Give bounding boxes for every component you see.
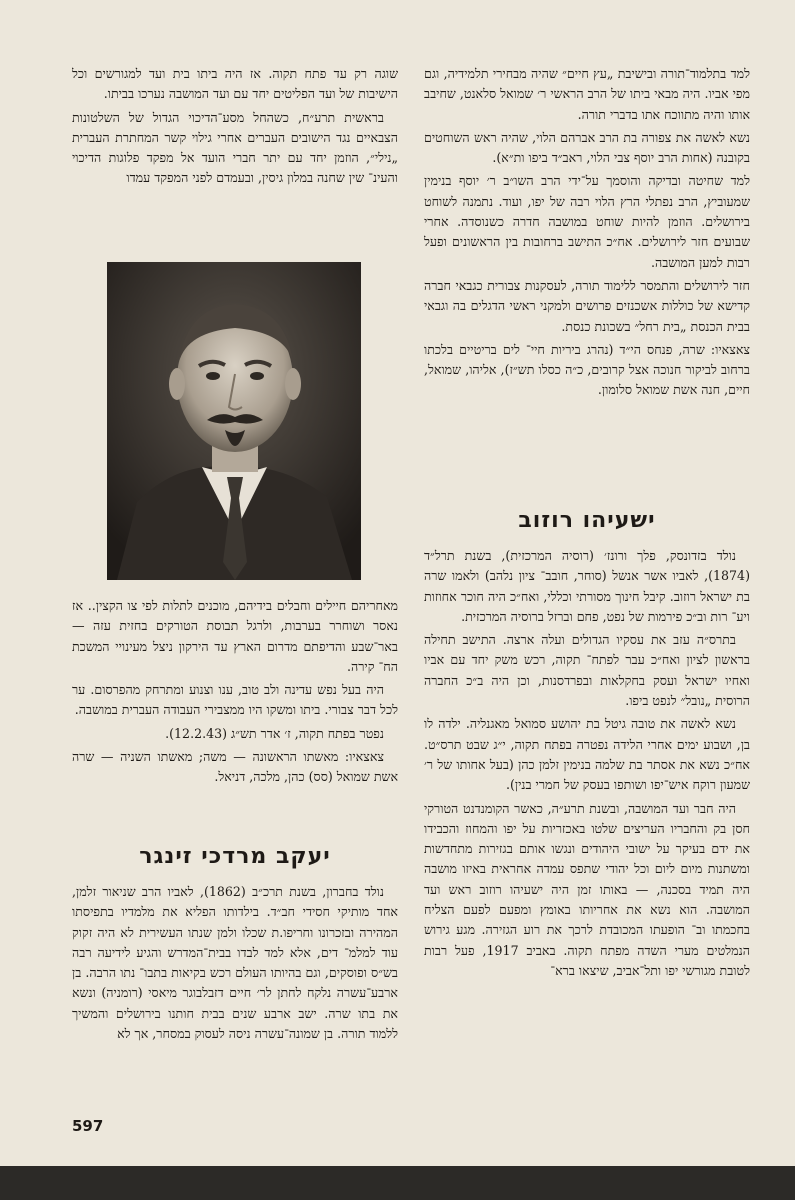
paragraph: מאחריהם חיילים וחבלים בידיהם, מוכנים לתלות לפי צו הקצין.. אז נאסר ושוחרר בערבות, ולרגל תבוסת הטורקים בחזית עזה — באר־שבע והדיפתם מדרום הארץ עד הירקון ניצל מעינויי המשכת הח־ קירה.	[72, 598, 398, 674]
portrait-photo	[107, 262, 361, 580]
paragraph: שוגה רק עד פתח תקוה. אז היה ביתו בית ועד למגורשים וכל הישיבות של ועד הפליטים יחד עם ועד המושבה נערכו בביתו.	[72, 66, 398, 102]
biography-heading-zinger: יעקב מרדכי זינגר	[139, 844, 331, 869]
paragraph: היה בעל נפש עדינה ולב טוב, ענו וצנוע ומתרחק מהפרסום. ער לכל דבר צבורי. ביתו ומשקו היו ממצבירי העבודה העברית במושבה.	[72, 682, 398, 718]
paragraph: נולד בזדונסק, פלך ורונז׳ (רוסיה המרכזית), בשנת תרל״ד (1874), לאביו אשר אנשל (סוחר, חובב־ ציון נלהב) ולאמו שרה בת ישראל רוזוב. קיבל חינוך מסורתי וכללי, ואח״כ היה חוכר אחוזות ויע־ רות וב״כ פירמות של נפט, פחם וברזל ברוסיה המרכזית.	[424, 548, 750, 624]
paragraph: נולד בחברון, בשנת תרכ״ב (1862), לאביו הרב שניאור זלמן, אחד מותיקי חסידי חב״ד. בילדותו הפליא את מלמדיו בתפיסתו המהירה ובזכרונו וחריפו.ת שכלו ולמן שנתו העשירית לא היה זקוק עוד למלמ־ דים, אלא למד לבדו בבית־המדרש והגיע לידיעה רבה בש״ס ופוסקים, וגם בהיותו העולם רכש בקיאות בתבו־ נתו הרבה. בן ארבע־עשרה נלקח לחתן לר׳ חיים דזבלבוגר מיאסי (רומניה) ונשא את בתו שרה. ישב ארבע שנים בבית חותנו בירושלים והמשיך ללמוד תורה. בן שמונה־עשרה ניסה לעסוק במסחר, אך לא	[72, 884, 398, 1042]
paragraph: היה חבר ועד המושבה, ובשנת תרע״ה, כאשר הקומנדנט הטורקי חסן בק והחבריו העריצים שלטו באכזריות על יפו והמחוז והכבידו את ידם בעיקר על ישובי היהודים ונגשו אותם בגזירות מתחדשות ומשתנות מיום ליום וכל יהודי שתפס עמדה אחראית באיזו מושבה היה תמיד בסכנה, — באותו זמן היה ישעיהו רוזוב ראש ועד המושבה. הוא נשא את אחריותו באומץ ומפעם לפעם הצליח בחכמתו וב־ הופעתו המכובדת לרכך את רוע הגזירה. מגע גירוש הנמלטים מערי השדה מפתח תקוה. באביב 1917, פעל רבות לטובת מגורשי יפו ותל־אביב, שיצאו ברא־	[424, 800, 750, 978]
paragraph: צאצאיו: שרה, פנחס הי״ד (נהרג ביריות חיי־ לים בריטיים בלכתו ברחוב לביקור חנוכה אצל קרובים, כ״ה כסלו תש״ז), אליהו, שמואל, חיים, חנה אשת שמואל סלומון.	[424, 341, 750, 398]
left-column-mid-text	[72, 596, 398, 812]
paragraph: נשא לאשה את טובה גיטל בת יהושע סמואל מאגנליה. ילדה לו בן, ושבוע ימים אחרי הלידה נפטרה בפתח תקוה, י״ג שבט תרס״ט. אח״כ נשא את אסתר בת שלמה בנימין זלמן כהן (בעל אחותו של ר׳ שמעון רוקח איש־יפו ושותפו בעסק של חמרי בנין).	[424, 716, 750, 793]
paragraph: צאצאיו: מאשתו הראשונה — משה; מאשתו השניה — שרה אשת שמואל (סס) כהן, מלכה, דניאל.	[72, 749, 398, 785]
right-column-bottom-text	[424, 546, 750, 1126]
page-number: 597	[72, 1117, 104, 1135]
paragraph: למד שחיטה ובדיקה והוסמך על־ידי הרב השו״ב ר׳ יוסף בנימין שמעוביץ, הרב נפתלי הרץ הלוי רבה של יפו, ועוד. נתמנה לשוחט בירושלים. הוזמן להיות שוחט במושבה חדרה כשנוסדה. אחרי שבועים חזר לירושלים. אח״כ התישב ברחובות בין הראשונים ופעל רבות למען המושבה.	[424, 173, 750, 270]
paragraph: בראשית תרע״ח, כשהחל מסע־הדיכוי הגדול של השלטונות הצבאיים נגד הישובים העברים אחרי גילוי קשר המחתרת העברית „נילי״, הוזמן יחד עם יתר חברי הועד אל מפקד פלוגות הדיכוי והעינ־ שין שחנה במלון גיסין, ובעמדם לפני המפקד עמדו	[72, 109, 398, 186]
left-column-top-text	[72, 64, 398, 250]
biography-heading-rozov: ישעיהו רוזוב	[518, 508, 656, 533]
paragraph: למד בתלמוד־תורה ובישיבת „עץ חיים״ שהיה מבחירי תלמידיה, וגם מפי אביו. היה מבאי ביתו של הרב הראשי ר׳ שמואל סלאנט, שחיבב אותו והיה מתווכח אתו בדברי תורה.	[424, 66, 750, 122]
paragraph: בתרס״ה עזב את עסקיו הגדולים ועלה ארצה. התישב תחילה בראשון לציון ואח״כ עבר לפתח־ תקוה, רכש משק יחד עם אביו ואחיו ישראל ועסק בחקלאות ובפרדסנות, וכן היה ב״כ החברה הרוסית „נובל״ לנפט ביפו.	[424, 632, 750, 709]
paragraph: חזר לירושלים והתמסר ללימוד תורה, לעסקנות צבורית כגבאי חברה קדישא של כוללות אשכנזים פרושים ולמקני ראשי הדגלים בה וגבאי בבית הכנסת „בית רחל״ בשכונת כנסת.	[424, 277, 750, 334]
paragraph: נשא לאשה את צפורה בת הרב אברהם הלוי, שהיה ראש השוחטים בקובנה (אחות הרב יוסף צבי הלוי, ראב״ד ביפו ות״א).	[424, 129, 750, 166]
right-column-top-text	[424, 64, 750, 504]
scan-bottom-edge	[0, 1166, 795, 1200]
paragraph: נפטר בפתח תקוה, ז׳ אדר תש״ג (12.2.43).	[165, 725, 384, 741]
left-column-bottom-text	[72, 882, 398, 1118]
